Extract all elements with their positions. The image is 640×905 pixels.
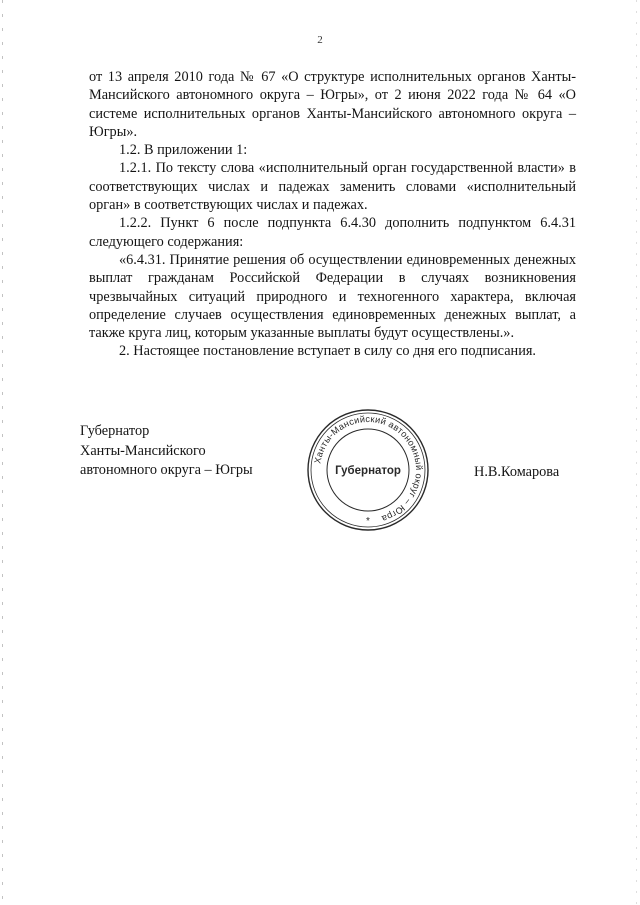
seal-star: * (366, 516, 370, 527)
paragraph-6-4-31: «6.4.31. Принятие решения об осуществлении единовременных денежных выплат гражданам Российской Федерации в случаях возникновения чрезвычайных ситуаций природного и техногенного характера, включая определение случаев осуществления единовременных денежных выплат, а также круга лиц, которым указанные выплаты будут осуществлены.». (89, 251, 576, 342)
paragraph-2: 2. Настоящее постановление вступает в силу со дня его подписания. (119, 343, 536, 360)
seal-center-text: Губернатор (335, 465, 401, 477)
seal-ring-text: Ханты-Мансийский автономный округ – Югра (312, 413, 425, 524)
document-body (89, 68, 576, 361)
signatory-position-line: Ханты-Мансийского (80, 442, 206, 459)
signatory-position-line: Губернатор (80, 423, 150, 439)
paragraph-1-2-1: 1.2.1. По тексту слова «исполнительный орган государственной власти» в соответствующих числах и падежах заменить словами «исполнительный орган» в соответствующих числах и падежах. (89, 160, 576, 214)
scan-edge-left (2, 0, 3, 905)
signatory-position-line: автономного округа – Югры (80, 462, 253, 478)
page-number: 2 (317, 34, 323, 46)
signatory-name: Н.В.Комарова (474, 464, 560, 480)
official-seal (306, 408, 430, 532)
scan-edge-right (636, 0, 637, 905)
paragraph-continuation: от 13 апреля 2010 года № 67 «О структуре исполнительных органов Ханты-Мансийского автономного округа – Югры», от 2 июня 2022 года № 64 «О системе исполнительных органов Ханты-Мансийского автономного округа – Югры». (89, 69, 576, 140)
signatory-position (80, 422, 253, 481)
paragraph-1-2: 1.2. В приложении 1: (119, 142, 248, 159)
paragraph-1-2-2: 1.2.2. Пункт 6 после подпункта 6.4.30 дополнить подпунктом 6.4.31 следующего содержания: (89, 215, 576, 250)
